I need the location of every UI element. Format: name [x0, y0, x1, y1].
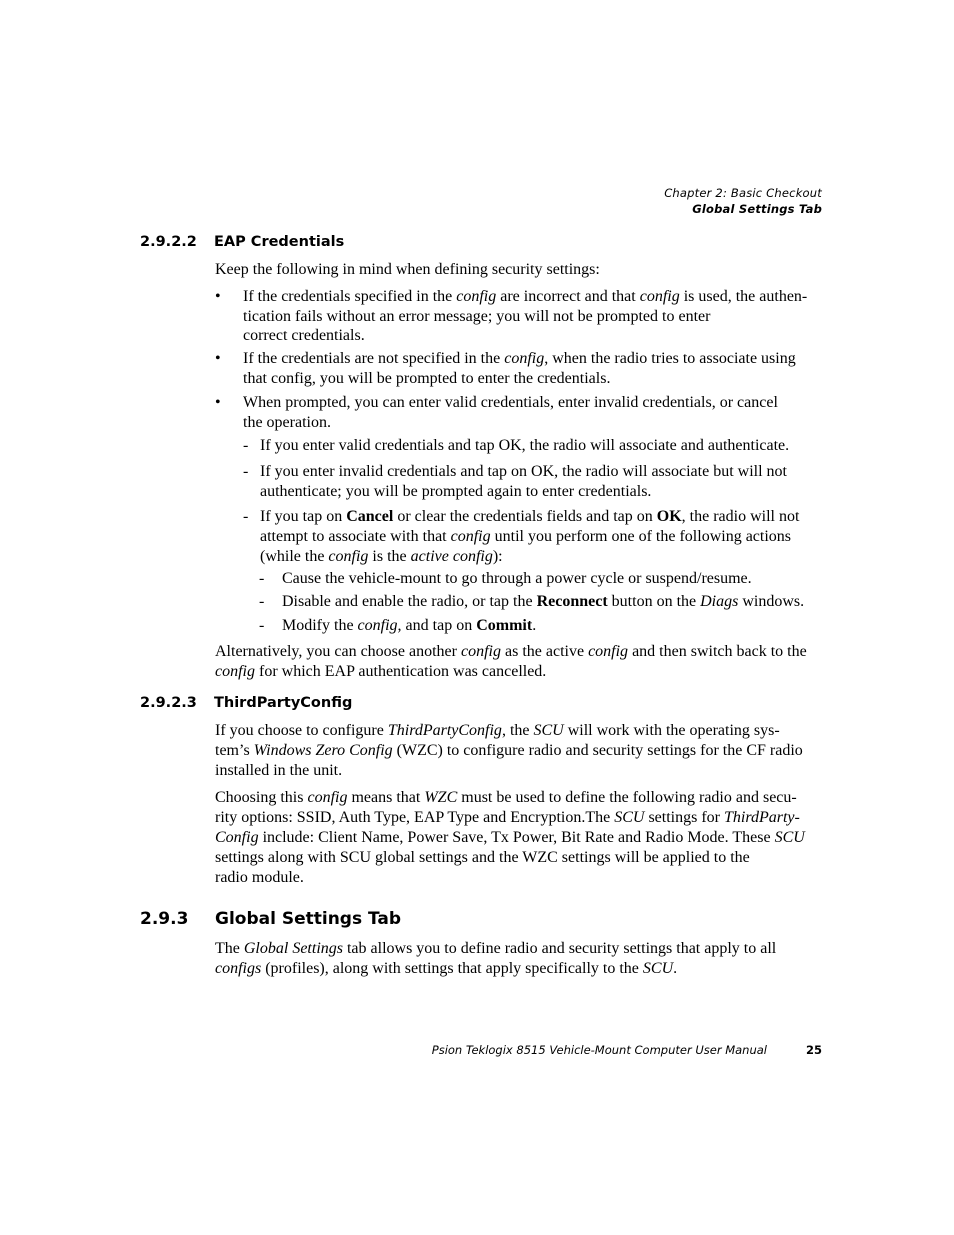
header-chapter: Chapter 2: Basic Checkout: [664, 186, 822, 200]
running-header: [664, 185, 822, 217]
header-section: Global Settings Tab: [692, 202, 822, 216]
bullet-item-1: • If the credentials specified in the config are incorrect and that config is used, the authen- tication fails without an error message; you will not be prompted to enter correct credentials.: [215, 288, 808, 344]
paragraph-alternatively: Alternatively, you can choose another config as the active config and then switch back to the config for which EAP authentication was cancelled.: [215, 643, 807, 680]
section-title: Global Settings Tab: [215, 909, 402, 929]
paragraph-thirdparty-2: Choosing this config means that WZC must be used to define the following radio and secu- rity options: SSID, Auth Type, EAP Type and Encryption.The SCU settings for ThirdParty- Config include: Client Name, Power Save, Tx Power, Bit Rate and Radio Mode. These SCU settings along with SCU global settings and the WZC settings will be applied to the radio module.: [215, 789, 805, 886]
paragraph-intro: Keep the following in mind when defining security settings:: [215, 261, 600, 278]
dash-item-1: - If you enter valid credentials and tap OK, the radio will associate and authenticate.: [243, 437, 790, 454]
section-number: 2.9.3: [140, 909, 189, 929]
dash-marker: -: [259, 617, 265, 634]
paragraph-global-settings: The Global Settings tab allows you to define radio and security settings that apply to all configs (profiles), along with settings that apply specifically to the SCU.: [215, 940, 777, 977]
bullet-marker: •: [215, 288, 221, 305]
sub-dash-item-2: - Disable and enable the radio, or tap the Reconnect button on the Diags windows.: [259, 593, 805, 610]
section-number: 2.9.2.3: [140, 695, 197, 711]
bullet-marker: •: [215, 350, 221, 367]
sub-dash-item-1: - Cause the vehicle-mount to go through a power cycle or suspend/resume.: [259, 570, 752, 587]
section-heading-eap-credentials: [140, 234, 344, 250]
bullet-item-3: • When prompted, you can enter valid credentials, enter invalid credentials, or cancel the operation.: [215, 394, 778, 431]
bullet-marker: •: [215, 394, 221, 411]
footer-manual-title: Psion Teklogix 8515 Vehicle-Mount Computer User Manual: [431, 1043, 767, 1057]
section-heading-thirdpartyconfig: [140, 695, 352, 711]
section-number: 2.9.2.2: [140, 234, 197, 250]
dash-item-3: - If you tap on Cancel or clear the credentials fields and tap on OK, the radio will not attempt to associate with that config until you perform one of the following actions (while the config is the active config):: [243, 508, 800, 565]
dash-marker: -: [243, 437, 249, 454]
section-heading-global-settings-tab: [140, 909, 401, 929]
sub-dash-item-3: - Modify the config, and tap on Commit.: [259, 617, 537, 634]
dash-marker: -: [259, 570, 265, 587]
page-number: 25: [805, 1043, 822, 1057]
dash-marker: -: [243, 508, 249, 525]
paragraph-thirdparty-1: If you choose to configure ThirdPartyConfig, the SCU will work with the operating sys- tem’s Windows Zero Config (WZC) to configure radio and security settings for the CF radio installed in the unit.: [215, 722, 803, 779]
section-title: EAP Credentials: [214, 234, 345, 250]
bullet-item-2: • If the credentials are not specified in the config, when the radio tries to associate using that config, you will be prompted to enter the credentials.: [215, 350, 796, 387]
dash-marker: -: [259, 593, 265, 610]
section-title: ThirdPartyConfig: [214, 695, 353, 711]
dash-item-2: - If you enter invalid credentials and tap on OK, the radio will associate but will not authenticate; you will be prompted again to enter credentials.: [243, 463, 787, 500]
dash-marker: -: [243, 463, 249, 480]
